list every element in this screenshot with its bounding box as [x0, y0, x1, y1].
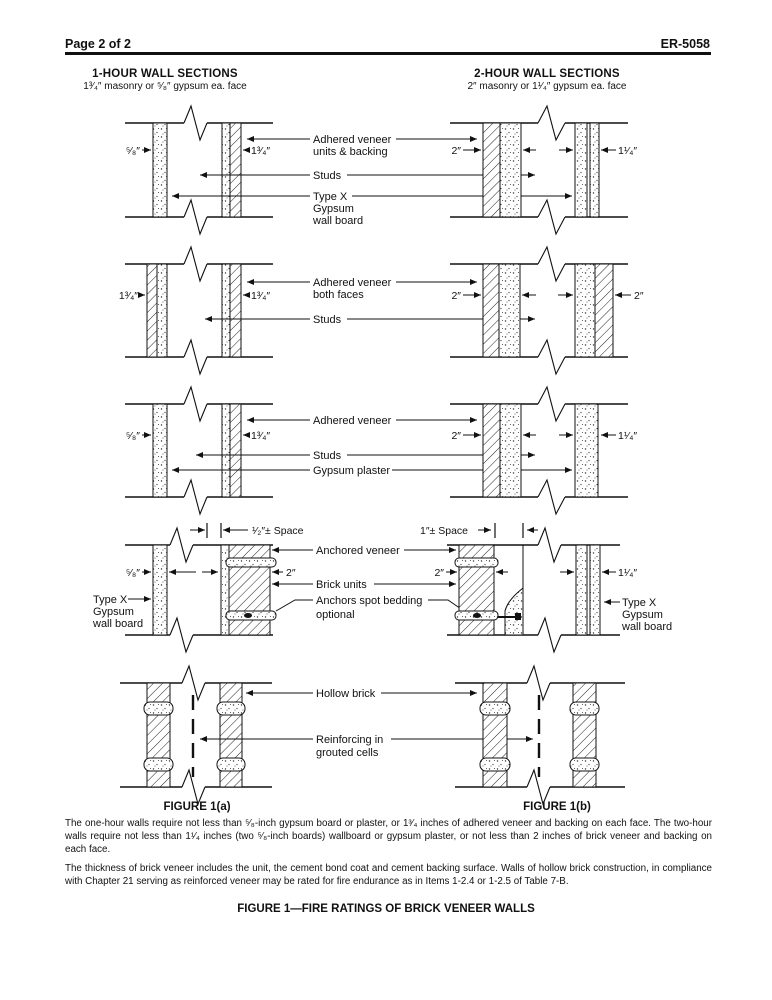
dimension-text: 2″	[286, 567, 296, 579]
veneer-backing-layer-left	[499, 264, 520, 357]
typex-label: Type X	[622, 597, 657, 609]
figure-1a-caption: FIGURE 1(a)	[163, 801, 231, 813]
row1-2hr-wall-section	[450, 106, 637, 234]
row4-2hr-wall-section	[420, 523, 672, 652]
adhered-veneer-label: Adhered veneer	[313, 134, 392, 146]
masonry-veneer-layer-right	[595, 264, 613, 357]
row2-2hr-wall-section	[450, 247, 644, 374]
row2-1hr-wall-section	[119, 247, 273, 374]
studs-label: Studs	[313, 450, 342, 462]
typex-label-2: Gypsum	[622, 609, 663, 621]
space-dimension-text: 1″± Space	[420, 525, 469, 537]
doc-number: ER-5058	[660, 37, 710, 51]
gypsum-board-layer-2	[590, 545, 600, 635]
dimension-text: 2″	[451, 290, 461, 302]
mortar-joint	[480, 702, 510, 715]
dimension-text: 2″	[451, 430, 461, 442]
typex-label-right	[604, 597, 672, 633]
wall-sections-figure	[0, 55, 772, 820]
space-dimension-text: ¹⁄₂″± Space	[252, 525, 304, 537]
brick-veneer-column	[226, 545, 276, 635]
dimension-face	[126, 145, 151, 157]
typex-label-3: wall board	[622, 621, 673, 633]
dimension-text: 1¹⁄₄″	[618, 567, 638, 579]
anchor-spot	[473, 613, 481, 618]
dimension-text: 2″	[451, 145, 461, 157]
adhered-veneer-layer-left	[147, 264, 157, 357]
dimension-text: 1¹⁄₄″	[618, 430, 638, 442]
row5-2hr-wall-section	[455, 666, 625, 804]
mortar-joint	[570, 758, 599, 771]
dimension-text: ⁵⁄₈″	[125, 145, 140, 157]
wall-break-lines	[450, 106, 628, 234]
dimension-right	[243, 290, 270, 302]
dimension-face	[126, 567, 218, 579]
wall-break-lines	[120, 666, 272, 804]
veneer-backing-layer	[222, 123, 230, 217]
mortar-joint	[570, 702, 599, 715]
dimension-text: 1³⁄₄″	[251, 430, 271, 442]
row4-1hr-wall-section	[92, 523, 304, 652]
reinforcing-label: Reinforcing in	[316, 734, 384, 746]
mortar-joint	[144, 702, 173, 715]
mortar-joint	[480, 758, 510, 771]
adhered-veneer-layer-right	[230, 264, 241, 357]
figure-notes	[65, 817, 712, 894]
dimension-veneer	[243, 430, 270, 442]
typex-label-2: Gypsum	[313, 203, 354, 215]
gypsum-board-layer-1	[575, 123, 587, 217]
brick-unit	[459, 566, 494, 611]
dimension-text: 1³⁄₄″	[118, 290, 138, 302]
dimension-text: ⁵⁄₈″	[125, 567, 140, 579]
brick-unit	[229, 545, 270, 559]
gypsum-board-layer	[153, 123, 167, 217]
wall-break-lines	[125, 106, 273, 234]
masonry-veneer-layer	[483, 123, 500, 217]
dimension-left	[119, 290, 145, 302]
column-subtitle-2hr: 2″ masonry or 1¹⁄₄″ gypsum ea. face	[467, 81, 627, 92]
typex-label-3: wall board	[93, 618, 144, 630]
page-header-left: Page 2 of 2	[65, 37, 131, 51]
dimension-text: ⁵⁄₈″	[125, 430, 140, 442]
dimension-text: 2″	[634, 290, 644, 302]
note-paragraph-1: The one-hour walls require not less than ⁵⁄₈-inch gypsum board or plaster, or 1³⁄₄ inches of adhered veneer and backing on each face. The two-hour walls require not less than 1¹⁄₄ inches (two ⁵⁄₈-inch boards) wallboard or gypsum plaster, or not less than 2 inches of brick veneer and backing on each face.	[65, 818, 712, 855]
column-title-2hr: 2-HOUR WALL SECTIONS	[474, 68, 620, 80]
brick-unit	[229, 620, 270, 635]
column-title-1hr: 1-HOUR WALL SECTIONS	[92, 68, 238, 80]
dimension-text: 2″	[434, 567, 444, 579]
wall-break-lines	[125, 387, 273, 514]
hollow-brick-label: Hollow brick	[316, 688, 376, 700]
gypsum-board-layer	[153, 545, 167, 635]
brick-units-label: Brick units	[316, 579, 367, 591]
anchors-label: Anchors spot bedding	[316, 595, 423, 607]
row1-1hr-wall-section	[125, 106, 273, 234]
dimension-text: 1³⁄₄″	[251, 145, 271, 157]
masonry-veneer-layer-left	[483, 264, 499, 357]
column-subtitle-1hr: 1³⁄₄″ masonry or ⁵⁄₈″ gypsum ea. face	[83, 81, 247, 92]
row4-center-labels	[272, 545, 464, 621]
brick-unit	[459, 545, 494, 559]
space-dimension	[420, 523, 538, 538]
adhered-veneer-layer	[230, 404, 241, 497]
wall-break-lines	[450, 387, 628, 514]
dimension-veneer	[243, 145, 270, 157]
dimension-text: 1³⁄₄″	[251, 290, 271, 302]
anchors-label-2: optional	[316, 609, 355, 621]
typex-label-3: wall board	[313, 215, 364, 227]
adhered-veneer-layer	[230, 123, 241, 217]
row3-2hr-wall-section	[450, 387, 637, 514]
mortar-joint	[144, 758, 173, 771]
brick-unit	[459, 620, 494, 635]
space-dimension	[190, 523, 304, 538]
veneer-backing-layer	[222, 404, 230, 497]
veneer-backing-layer	[500, 123, 521, 217]
veneer-backing-layer-left	[157, 264, 167, 357]
typex-label-2: Gypsum	[93, 606, 134, 618]
gypsum-plaster-layer	[575, 404, 598, 497]
masonry-veneer-layer	[483, 404, 500, 497]
brick-veneer-column	[455, 545, 498, 635]
dimension-text: 1¹⁄₄″	[618, 145, 638, 157]
typex-label-left	[92, 594, 151, 630]
brick-unit	[229, 566, 270, 611]
row3-1hr-wall-section	[125, 387, 273, 514]
mortar-joint	[217, 702, 245, 715]
mortar-joint	[226, 558, 276, 567]
row5-1hr-wall-section	[120, 666, 272, 804]
mortar-joint	[455, 558, 498, 567]
typex-label: Type X	[93, 594, 128, 606]
gypsum-plaster-layer	[153, 404, 167, 497]
gypsum-board-layer-2	[590, 123, 599, 217]
adhered-veneer-label: Adhered veneer	[313, 277, 392, 289]
figure-1b-caption: FIGURE 1(b)	[523, 801, 591, 813]
veneer-backing-layer-right	[222, 264, 230, 357]
adhered-veneer-label: Adhered veneer	[313, 415, 392, 427]
dimension-face	[126, 430, 151, 442]
note-paragraph-2: The thickness of brick veneer includes the unit, the cement bond coat and cement backing surface. Walls of hollow brick construction, in compliance with Chapter 21 serving as reinforced veneer may be rated for fire endurance as in Items 1-2.4 or 1-2.5 of Table 7-B.	[65, 863, 712, 887]
mortar-droppings	[505, 588, 523, 635]
figure-title: FIGURE 1—FIRE RATINGS OF BRICK VENEER WALLS	[237, 903, 535, 915]
veneer-backing-layer	[500, 404, 521, 497]
gypsum-board-layer-1	[576, 545, 587, 635]
adhered-veneer-label-2: units & backing	[313, 146, 388, 158]
gypsum-plaster-label: Gypsum plaster	[313, 465, 391, 477]
wall-break-lines	[455, 666, 625, 804]
reinforcing-label-2: grouted cells	[316, 747, 379, 759]
adhered-veneer-label-2: both faces	[313, 289, 364, 301]
studs-label: Studs	[313, 170, 342, 182]
mortar-joint	[217, 758, 245, 771]
anchored-veneer-label: Anchored veneer	[316, 545, 400, 557]
typex-label: Type X	[313, 191, 348, 203]
studs-label: Studs	[313, 314, 342, 326]
dimension-brick	[272, 567, 296, 579]
anchor-spot	[244, 613, 252, 618]
veneer-backing-layer-right	[575, 264, 595, 357]
